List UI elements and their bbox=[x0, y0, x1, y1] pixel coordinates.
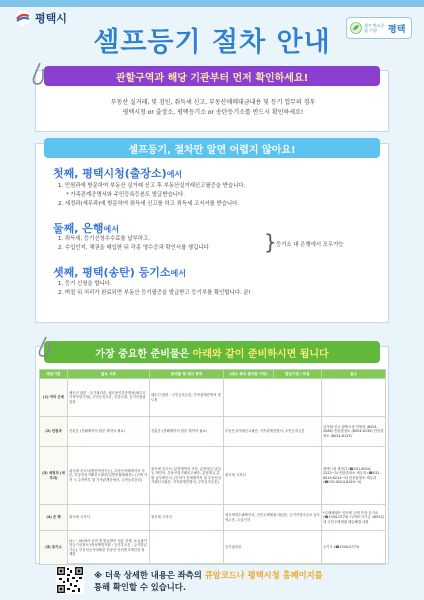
table-cell: *주택채권은 인터넷 금액 은하 등기소 (☎1544-0773) *주택도시기금 1655위 내 국민주택채권 매입해결 내용 bbox=[322, 505, 386, 531]
table-cell bbox=[224, 379, 322, 417]
step-3-line-2: 2. 며칠 뒤 처리가 완료되면 부동산 등기필증을 발급받고 등기부를 확인합니다. 끝! bbox=[58, 290, 251, 296]
table-cell: (1) ~ (4)에서 준비 및 발급받은 서류 전체, 소유권이전등기신청서 (작성방법지원 : 등기부등본 - 등기발급가능), 부동산등기매매선 부동산 인터넷 2개년상 첨 제한 bbox=[68, 531, 150, 565]
table-row bbox=[40, 447, 386, 505]
table-header: 필요 서류 bbox=[68, 370, 150, 379]
table-header: 준비물 및 체크 항목 bbox=[150, 370, 224, 379]
jurisdiction-banner: 관할구역과 해당 기관부터 먼저 확인하세요! bbox=[44, 66, 380, 86]
footer-note-highlight: 큐알코드나 평택시청 홈페이지를 bbox=[204, 570, 323, 580]
footer-note bbox=[94, 569, 384, 593]
qr-code-icon[interactable] bbox=[56, 566, 84, 594]
table-cell: 취득세 고지서 bbox=[224, 447, 322, 505]
table-row bbox=[40, 505, 386, 531]
table-cell: 등기권리증 bbox=[224, 531, 322, 565]
step-2-line-1: 1. 취득세, 등기신청수수료를 납부하고, bbox=[58, 236, 150, 242]
page-title: 셀프등기 절차 안내 bbox=[93, 27, 331, 58]
table-header-row bbox=[40, 370, 386, 379]
step-1-line-1: 1. 민원과에 방문하여 부동산 실거래 신고 후 부동산실거래신고필증을 받습니다. bbox=[58, 183, 246, 189]
step-3-title-text: 셋째, 평택(송탄) 등기소 bbox=[53, 266, 171, 279]
badge-small-text: 셀프 탄소중립 수업 bbox=[364, 23, 385, 33]
table-row bbox=[40, 531, 386, 565]
table-cell: 신분증 (진해계약서 원본 계약서 필요) bbox=[150, 417, 224, 447]
step-2-line-2: 2. 수입인지, 채권을 매입한 뒤 각종 영수증과 확인서를 챙깁니다 bbox=[58, 245, 209, 251]
step-2-title bbox=[53, 220, 119, 236]
jurisdiction-text bbox=[46, 98, 380, 118]
table-cell: 취득세 신고서(방문작성가능), 부동산거래계약서 사본, 부동산실거래신고필증(일반전월세필증), (주택 가격 시 주거여부 및 가족관계증명서, 주민등록등본) bbox=[68, 447, 150, 505]
step-1-suffix: 에서 bbox=[166, 170, 183, 179]
step-1-line-2: * 가족관계증명서와 주민등록등본도 발급받습니다. bbox=[66, 192, 185, 198]
footer-note-plain-2: 통해 확인할 수 있습니다. bbox=[94, 582, 186, 592]
paperclip-icon bbox=[31, 60, 45, 86]
row-category: (4) 은 행 bbox=[40, 505, 68, 531]
jurisdiction-line-1: 부동산 실거래, 및 검인, 취득세 신고, 부동산매매대금내용 및 등기 업무의 경우 bbox=[110, 99, 316, 106]
step-1-line-3: 2. 세정과(세무과)에 방문하여 취득세 신고를 하고 취득세 고지서를 받습니다. bbox=[58, 201, 239, 207]
table-cell: 등기소 (☎1544-0773) bbox=[322, 531, 386, 565]
brace-icon: } bbox=[264, 230, 277, 254]
logo-text: 평택시 bbox=[35, 12, 67, 25]
table-cell: 취득세 신고서, 분양계약서 사본, 분양대금 납입 등 계약서, 부동산실거래신고필증, 분양대금 총괄 납부확인서, (인허가 전체계약서 및 부동산실거래신고필증, 가족관계증명서, 주민등록등본) bbox=[150, 447, 224, 505]
table-header: 참고 bbox=[322, 370, 386, 379]
table-row bbox=[40, 379, 386, 417]
table-cell: 취득세 고지서 bbox=[150, 505, 224, 531]
table-cell: 평택시청 세정과 (☎031-8024-2322~3) 송탄출장소 세무과 (☎031-8024-6214~5) 안중출장소 세무과 (☎031-8024-8163~4) bbox=[322, 447, 386, 505]
step-3-line-1: 1. 등기 신청을 합니다. bbox=[58, 281, 112, 287]
table-header: 발급기관 / 비용 bbox=[274, 370, 322, 379]
table-cell: 취득세영수필확인서, 국민주택채권 매입증, 등기신청수수료 납부 영수증, 수입인지 bbox=[224, 505, 322, 531]
procedure-card bbox=[35, 143, 389, 323]
table-header: (매도 측과 협의한 사항) bbox=[224, 370, 274, 379]
city-logo bbox=[15, 10, 67, 26]
table-cell: 부동산실거래신고필증, 가족관계증명서, 주민등록등본 bbox=[224, 417, 322, 447]
documents-banner-highlight: 아래와 같이 준비하시면 됩니다 bbox=[192, 348, 329, 360]
table-cell: 신분증 (진해계약서 원본 계약서 필요) bbox=[68, 417, 150, 447]
table-cell bbox=[322, 379, 386, 417]
documents-table bbox=[39, 369, 386, 565]
city-emblem-icon bbox=[15, 10, 31, 26]
table-cell: 매도인 관련 : 등기권리증, 매도용인감증명서(매수인 인적사항기재), 주민등록초본, 인감도장, 등기신청위임장 bbox=[68, 379, 150, 417]
row-category: (5) 등기소 bbox=[40, 531, 68, 565]
documents-banner-plain: 가장 중요한 준비물은 bbox=[95, 348, 190, 360]
badge-big-text: 평택 bbox=[388, 24, 406, 35]
eco-badge bbox=[346, 17, 412, 39]
paperclip-icon bbox=[37, 334, 51, 358]
step-1-title-text: 첫째, 평택시청(출장소) bbox=[53, 167, 167, 180]
top-accent-bar bbox=[0, 0, 424, 7]
step-2-suffix: 에서 bbox=[103, 225, 119, 234]
row-category: (1) 여러 군데 bbox=[40, 379, 68, 417]
procedure-banner: 셀프등기, 절차만 알면 어렵지 않아요! bbox=[44, 138, 380, 158]
row-category: (2) 민원과 bbox=[40, 417, 68, 447]
table-header: 방문기관 bbox=[40, 370, 68, 379]
table-cell: 실거래 신고 평택시청 민원과 (8024-2086) 송탄출장소 (8024-6135) 안중출장소 (8024-8123) bbox=[322, 417, 386, 447]
step-3-title bbox=[53, 264, 186, 280]
table-row bbox=[40, 417, 386, 447]
jurisdiction-line-2: 평택시청 or 출장소, 평택등기소 or 송탄등기소를 반드시 확인하세요! bbox=[122, 109, 304, 116]
leaf-icon bbox=[350, 22, 362, 34]
step-2-title-text: 둘째, 은행 bbox=[53, 222, 104, 235]
table-cell: 매수인 관련 : 주민등록등본, 가족관계증명서 및 도장 bbox=[150, 379, 224, 417]
footer-note-plain-1: ※ 더욱 상세한 내용은 좌측의 bbox=[94, 570, 205, 580]
table-cell bbox=[150, 531, 224, 565]
row-category: (3) 세정과 (세무과) bbox=[40, 447, 68, 505]
step-3-suffix: 에서 bbox=[170, 269, 186, 278]
table-cell: 취득세 고지서 bbox=[68, 505, 150, 531]
bank-note: 등기소 내 은행에서 모두가능 bbox=[276, 242, 344, 248]
documents-banner bbox=[44, 341, 380, 363]
step-1-title bbox=[53, 165, 182, 181]
